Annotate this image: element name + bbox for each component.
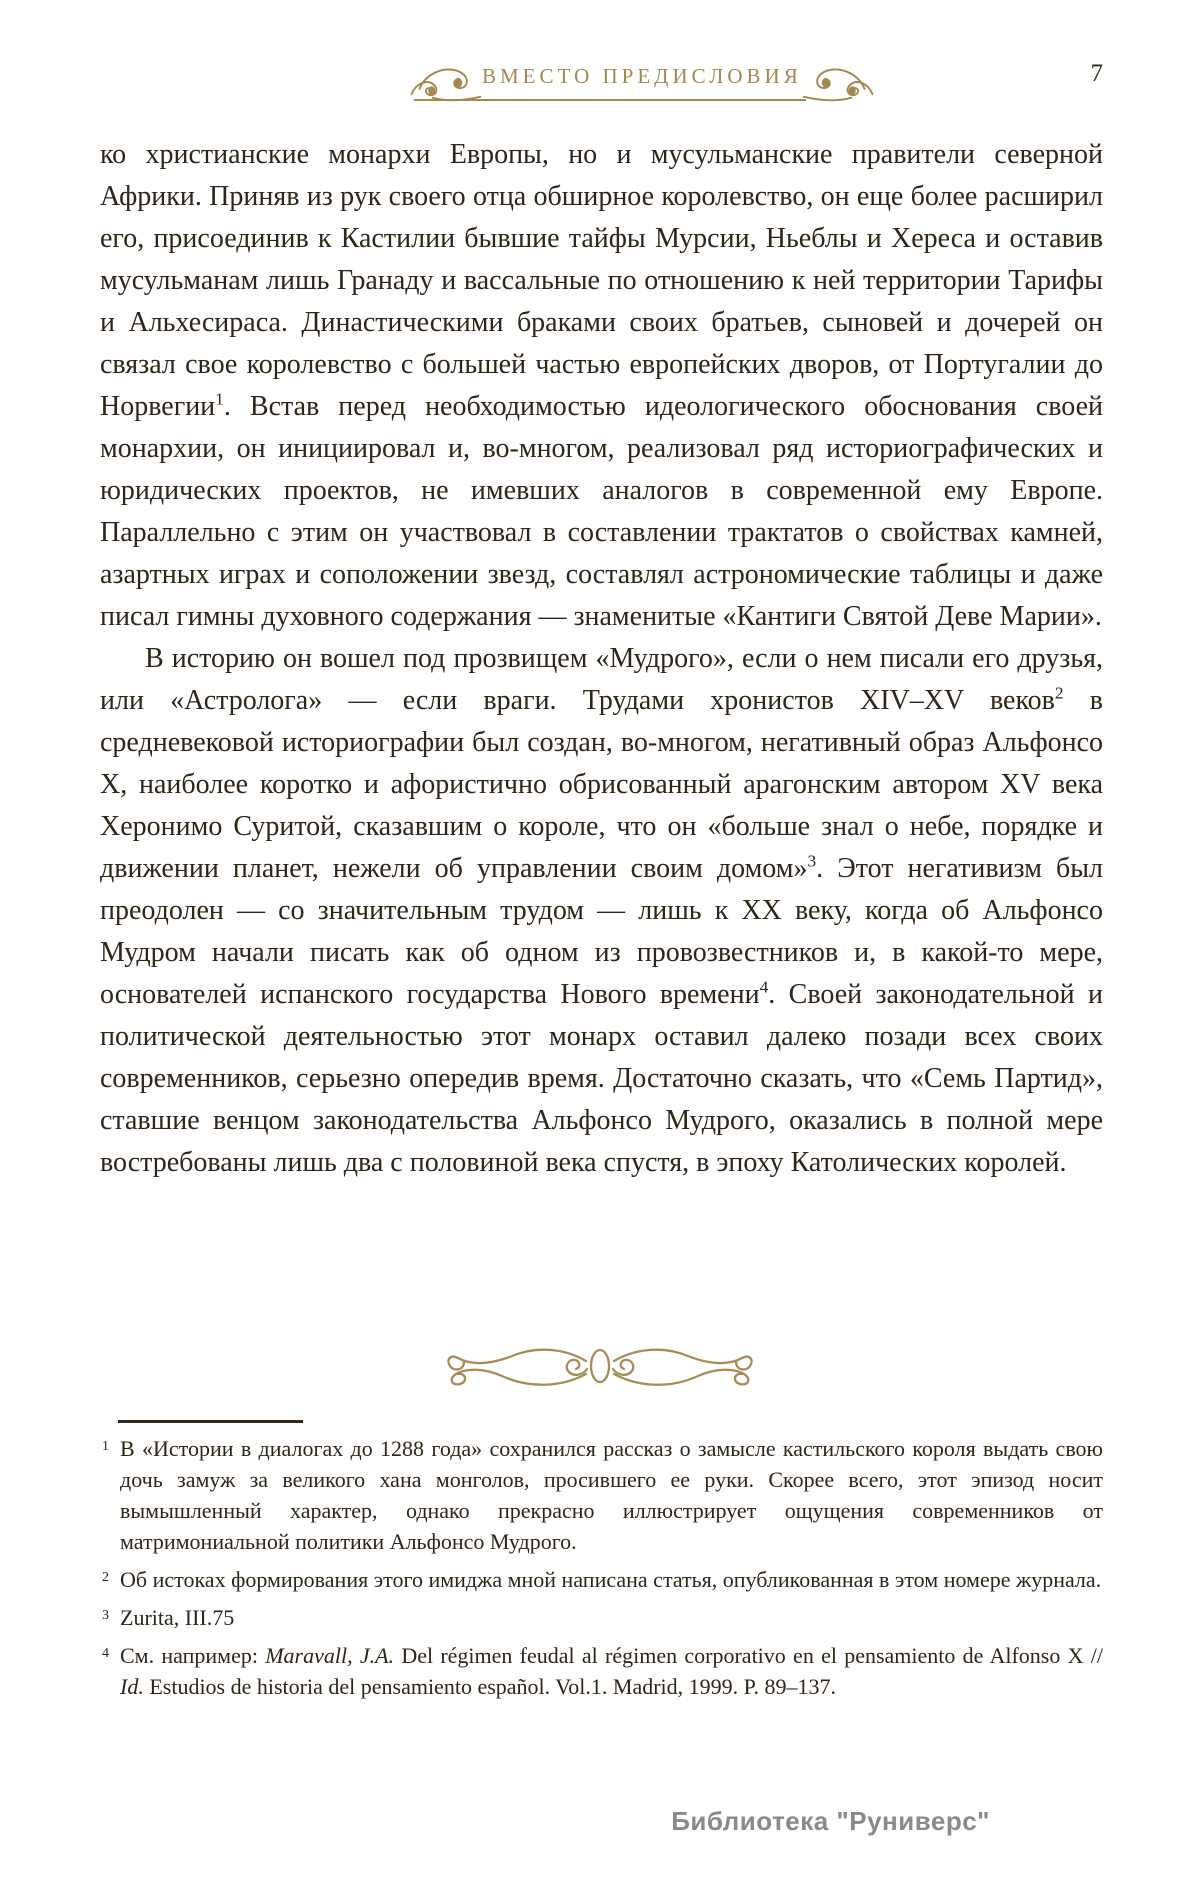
footnote-marker: 1	[102, 1439, 109, 1454]
section-divider	[0, 1344, 1200, 1388]
paragraph	[100, 134, 1103, 638]
footnote-ref-2: 2	[1054, 683, 1064, 703]
footnote-marker: 3	[102, 1608, 109, 1623]
footnote-4	[100, 1640, 1103, 1702]
footnote-marker: 4	[102, 1646, 109, 1661]
paragraph-text: в средневековой историографии был создан, во-многом, негативный образ Альфонсо X, наиболее коротко и афористично обрисованный арагонским автором XV века Херонимо Суритой, сказавшим о короле, что он «больше знал о небе, порядке и движении планет, нежели об управлении своим домом»	[100, 685, 1103, 884]
footnote-1	[100, 1433, 1103, 1557]
footnotes	[100, 1420, 1103, 1709]
footnote-2	[100, 1564, 1103, 1595]
footnote-text: См. например:	[120, 1643, 266, 1668]
footnote-ref-1: 1	[215, 389, 224, 409]
paragraph-text: ко христианские монархи Европы, но и мусульманские правители северной Африки. Приняв из рук своего отца обширное королевство, он еще более расширил его, присоединив к Кастилии бывшие тайфы Мурсии, Ньеблы и Хереса и оставив мусульманам лишь Гранаду и вассальные по отношению к ней территории Тарифы и Альхесираса. Династическими браками своих братьев, сыновей и дочерей он связал свое королевство с большей частью европейских дворов, от Португалии до Норвегии	[100, 139, 1103, 422]
header-rule	[414, 99, 806, 101]
footnote-marker: 2	[102, 1570, 109, 1585]
header-flourish-right-icon	[802, 56, 876, 106]
divider-ornament-icon	[444, 1344, 756, 1388]
footnote-3	[100, 1602, 1103, 1633]
footnote-text: В «Истории в диалогах до 1288 года» сохранился рассказ о замысле кастильского короля выдать свою дочь замуж за великого хана монголов, просившего ее руки. Скорее всего, этот эпизод носит вымышленный характер, однако прекрасно иллюстрирует ощущения современников от матримониальной политики Альфонсо Мудрого.	[120, 1436, 1103, 1554]
footnote-text: Об истоках формирования этого имиджа мной написана статья, опубликованная в этом номере журнала.	[120, 1567, 1102, 1592]
footnotes-rule	[118, 1420, 303, 1423]
page-title: ВМЕСТО ПРЕДИСЛОВИЯ	[482, 63, 802, 88]
body-text	[100, 134, 1103, 1184]
footnote-text: Del régimen feudal al régimen corporativo en el pensamiento de Alfonso X //	[394, 1643, 1103, 1668]
paragraph-text: . Встав перед необходимостью идеологического обоснования своей монархии, он инициировал и, во-многом, реализовал ряд историографических и юридических проектов, не имевших аналогов в современной ему Европе. Параллельно с этим он участвовал в составлении трактатов о свойствах камней, азартных играх и соположении звезд, составлял астрономические таблицы и даже писал гимны духовного содержания — знаменитые «Кантиги Святой Деве Марии».	[100, 391, 1103, 632]
page-header	[408, 54, 812, 108]
paragraph	[100, 638, 1103, 1184]
page-number: 7	[1090, 60, 1103, 87]
footnote-ref-4: 4	[759, 977, 769, 997]
footnote-text-italic: Maravall, J.A.	[265, 1643, 395, 1668]
paragraph-text: В историю он вошел под прозвищем «Мудрого», если о нем писали его друзья, или «Астролога» — если враги. Трудами хронистов XIV–XV веков	[100, 643, 1103, 716]
paragraph-text: . Своей законодательной и политической деятельностью этот монарх оставил далеко позади всех своих современников, серьезно опередив время. Достаточно сказать, что «Семь Партид», ставшие венцом законодательства Альфонсо Мудрого, оказались в полной мере востребованы лишь два с половиной века спустя, в эпоху Католических королей.	[100, 979, 1103, 1178]
library-watermark: Библиотека "Руниверс"	[671, 1806, 990, 1836]
footnote-text: Zurita, III.75	[120, 1605, 235, 1630]
paragraph-text: . Этот негативизм был преодолен — со значительным трудом — лишь к XX веку, когда об Альфонсо Мудром начали писать как об одном из провозвестников и, в какой-то мере, основателей испанского государства Нового времени	[100, 853, 1103, 1010]
footnote-ref-3: 3	[807, 851, 817, 871]
footnote-text-italic: Id.	[120, 1674, 144, 1699]
footnote-text: Estudios de historia del pensamiento español. Vol.1. Madrid, 1999. P. 89–137.	[143, 1674, 836, 1699]
